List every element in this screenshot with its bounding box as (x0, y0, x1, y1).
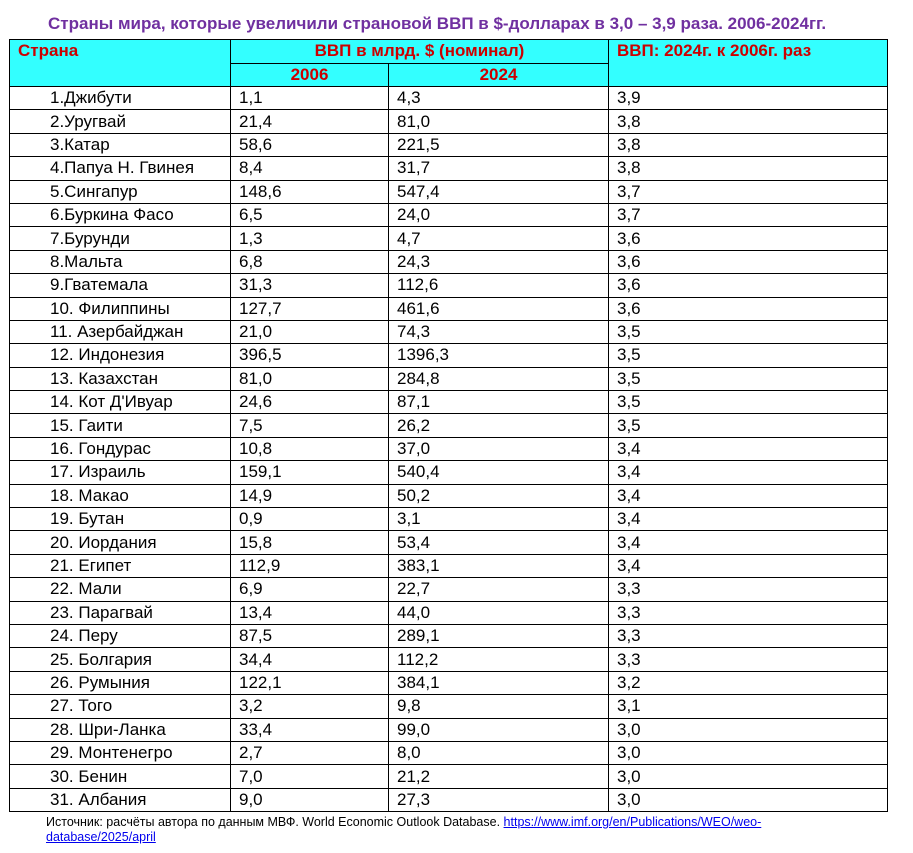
gdp-2024-cell: 9,8 (389, 695, 609, 718)
gdp-2024-cell: 22,7 (389, 578, 609, 601)
gdp-2006-cell: 112,9 (231, 554, 389, 577)
gdp-2006-cell: 21,4 (231, 110, 389, 133)
gdp-2006-cell: 6,9 (231, 578, 389, 601)
gdp-2024-cell: 99,0 (389, 718, 609, 741)
gdp-2006-cell: 159,1 (231, 461, 389, 484)
gdp-2006-cell: 2,7 (231, 741, 389, 764)
source-note (46, 815, 866, 845)
table-row (10, 601, 888, 624)
table-row (10, 157, 888, 180)
ratio-cell: 3,5 (609, 344, 888, 367)
country-cell: 17. Израиль (10, 461, 231, 484)
ratio-cell: 3,6 (609, 297, 888, 320)
country-cell: 10. Филиппины (10, 297, 231, 320)
gdp-2006-cell: 21,0 (231, 320, 389, 343)
country-cell: 13. Казахстан (10, 367, 231, 390)
ratio-cell: 3,3 (609, 648, 888, 671)
gdp-2006-cell: 396,5 (231, 344, 389, 367)
gdp-2024-cell: 24,0 (389, 203, 609, 226)
gdp-2006-cell: 9,0 (231, 788, 389, 811)
country-cell: 24. Перу (10, 624, 231, 647)
gdp-2024-cell: 87,1 (389, 391, 609, 414)
ratio-cell: 3,3 (609, 624, 888, 647)
table-row (10, 765, 888, 788)
gdp-2024-cell: 112,6 (389, 274, 609, 297)
table-row (10, 578, 888, 601)
gdp-2024-cell: 540,4 (389, 461, 609, 484)
country-cell: 6.Буркина Фасо (10, 203, 231, 226)
gdp-2024-cell: 284,8 (389, 367, 609, 390)
country-cell: 8.Мальта (10, 250, 231, 273)
table-row (10, 274, 888, 297)
ratio-cell: 3,5 (609, 391, 888, 414)
gdp-2006-cell: 8,4 (231, 157, 389, 180)
table-row (10, 367, 888, 390)
table-row (10, 461, 888, 484)
country-cell: 22. Мали (10, 578, 231, 601)
gdp-2024-cell: 547,4 (389, 180, 609, 203)
gdp-2006-cell: 122,1 (231, 671, 389, 694)
country-cell: 30. Бенин (10, 765, 231, 788)
table-row (10, 250, 888, 273)
country-cell: 2.Уругвай (10, 110, 231, 133)
country-cell: 5.Сингапур (10, 180, 231, 203)
gdp-2006-cell: 7,0 (231, 765, 389, 788)
ratio-cell: 3,2 (609, 671, 888, 694)
gdp-2024-cell: 26,2 (389, 414, 609, 437)
gdp-2006-cell: 81,0 (231, 367, 389, 390)
source-text: Источник: расчёты автора по данным МВФ. World Economic Outlook Database. (46, 815, 501, 829)
ratio-cell: 3,4 (609, 484, 888, 507)
header-ratio: ВВП: 2024г. к 2006г. раз (609, 40, 888, 87)
table-row (10, 297, 888, 320)
gdp-2024-cell: 221,5 (389, 133, 609, 156)
source-link[interactable]: https://www.imf.org/en/Publications/WEO/weo-database/2025/april (46, 815, 762, 844)
country-cell: 7.Бурунди (10, 227, 231, 250)
table-row (10, 484, 888, 507)
country-cell: 31. Албания (10, 788, 231, 811)
gdp-2006-cell: 148,6 (231, 180, 389, 203)
header-country: Страна (10, 40, 231, 87)
gdp-2006-cell: 31,3 (231, 274, 389, 297)
table-row (10, 227, 888, 250)
gdp-2024-cell: 37,0 (389, 437, 609, 460)
ratio-cell: 3,4 (609, 437, 888, 460)
gdp-2024-cell: 384,1 (389, 671, 609, 694)
gdp-2024-cell: 461,6 (389, 297, 609, 320)
ratio-cell: 3,1 (609, 695, 888, 718)
country-cell: 25. Болгария (10, 648, 231, 671)
country-cell: 27. Того (10, 695, 231, 718)
ratio-cell: 3,8 (609, 157, 888, 180)
gdp-2006-cell: 10,8 (231, 437, 389, 460)
page-title: Страны мира, которые увеличили страновой ВВП в $-долларах в 3,0 – 3,9 раза. 2006-2024гг. (48, 14, 827, 33)
gdp-2006-cell: 1,3 (231, 227, 389, 250)
country-cell: 29. Монтенегро (10, 741, 231, 764)
ratio-cell: 3,4 (609, 554, 888, 577)
gdp-2006-cell: 24,6 (231, 391, 389, 414)
country-cell: 19. Бутан (10, 508, 231, 531)
table-row (10, 203, 888, 226)
ratio-cell: 3,4 (609, 461, 888, 484)
table-row (10, 133, 888, 156)
gdp-2024-cell: 31,7 (389, 157, 609, 180)
table-row (10, 391, 888, 414)
gdp-2006-cell: 6,5 (231, 203, 389, 226)
gdp-2024-cell: 81,0 (389, 110, 609, 133)
header-year-2024: 2024 (389, 63, 609, 87)
country-cell: 21. Египет (10, 554, 231, 577)
country-cell: 12. Индонезия (10, 344, 231, 367)
table-row (10, 320, 888, 343)
country-cell: 4.Папуа Н. Гвинея (10, 157, 231, 180)
table-row (10, 648, 888, 671)
table-row (10, 110, 888, 133)
gdp-2024-cell: 4,3 (389, 87, 609, 110)
country-cell: 20. Иордания (10, 531, 231, 554)
gdp-2006-cell: 34,4 (231, 648, 389, 671)
table-row (10, 695, 888, 718)
gdp-2024-cell: 44,0 (389, 601, 609, 624)
ratio-cell: 3,4 (609, 508, 888, 531)
ratio-cell: 3,7 (609, 180, 888, 203)
country-cell: 26. Румыния (10, 671, 231, 694)
gdp-2006-cell: 58,6 (231, 133, 389, 156)
gdp-2006-cell: 7,5 (231, 414, 389, 437)
table-row (10, 671, 888, 694)
gdp-2024-cell: 1396,3 (389, 344, 609, 367)
gdp-2006-cell: 0,9 (231, 508, 389, 531)
gdp-2006-cell: 6,8 (231, 250, 389, 273)
ratio-cell: 3,5 (609, 320, 888, 343)
gdp-2024-cell: 112,2 (389, 648, 609, 671)
country-cell: 16. Гондурас (10, 437, 231, 460)
table-row (10, 437, 888, 460)
ratio-cell: 3,3 (609, 578, 888, 601)
gdp-2024-cell: 24,3 (389, 250, 609, 273)
gdp-2006-cell: 13,4 (231, 601, 389, 624)
gdp-2024-cell: 8,0 (389, 741, 609, 764)
ratio-cell: 3,9 (609, 87, 888, 110)
gdp-table (9, 39, 888, 812)
header-year-2006: 2006 (231, 63, 389, 87)
gdp-2024-cell: 74,3 (389, 320, 609, 343)
gdp-2024-cell: 53,4 (389, 531, 609, 554)
country-cell: 14. Кот Д'Ивуар (10, 391, 231, 414)
country-cell: 23. Парагвай (10, 601, 231, 624)
table-row (10, 180, 888, 203)
table-row (10, 531, 888, 554)
country-cell: 28. Шри-Ланка (10, 718, 231, 741)
ratio-cell: 3,6 (609, 250, 888, 273)
ratio-cell: 3,6 (609, 274, 888, 297)
gdp-2006-cell: 33,4 (231, 718, 389, 741)
table-row (10, 554, 888, 577)
country-cell: 18. Макао (10, 484, 231, 507)
table-row (10, 624, 888, 647)
gdp-2006-cell: 127,7 (231, 297, 389, 320)
ratio-cell: 3,0 (609, 765, 888, 788)
country-cell: 9.Гватемала (10, 274, 231, 297)
header-gdp: ВВП в млрд. $ (номинал) (231, 40, 609, 64)
gdp-2006-cell: 15,8 (231, 531, 389, 554)
country-cell: 11. Азербайджан (10, 320, 231, 343)
gdp-2006-cell: 3,2 (231, 695, 389, 718)
gdp-2024-cell: 4,7 (389, 227, 609, 250)
country-cell: 3.Катар (10, 133, 231, 156)
country-cell: 15. Гаити (10, 414, 231, 437)
gdp-2024-cell: 50,2 (389, 484, 609, 507)
gdp-2024-cell: 289,1 (389, 624, 609, 647)
table-row (10, 741, 888, 764)
gdp-2006-cell: 87,5 (231, 624, 389, 647)
ratio-cell: 3,5 (609, 367, 888, 390)
table-row (10, 87, 888, 110)
ratio-cell: 3,6 (609, 227, 888, 250)
table-row (10, 718, 888, 741)
country-cell: 1.Джибути (10, 87, 231, 110)
ratio-cell: 3,3 (609, 601, 888, 624)
gdp-2024-cell: 21,2 (389, 765, 609, 788)
table-row (10, 788, 888, 811)
ratio-cell: 3,5 (609, 414, 888, 437)
gdp-2006-cell: 14,9 (231, 484, 389, 507)
ratio-cell: 3,0 (609, 741, 888, 764)
ratio-cell: 3,7 (609, 203, 888, 226)
table-row (10, 508, 888, 531)
ratio-cell: 3,4 (609, 531, 888, 554)
gdp-2024-cell: 27,3 (389, 788, 609, 811)
gdp-2006-cell: 1,1 (231, 87, 389, 110)
ratio-cell: 3,8 (609, 110, 888, 133)
ratio-cell: 3,0 (609, 788, 888, 811)
table-row (10, 414, 888, 437)
gdp-2024-cell: 3,1 (389, 508, 609, 531)
ratio-cell: 3,0 (609, 718, 888, 741)
table-row (10, 344, 888, 367)
gdp-2024-cell: 383,1 (389, 554, 609, 577)
ratio-cell: 3,8 (609, 133, 888, 156)
